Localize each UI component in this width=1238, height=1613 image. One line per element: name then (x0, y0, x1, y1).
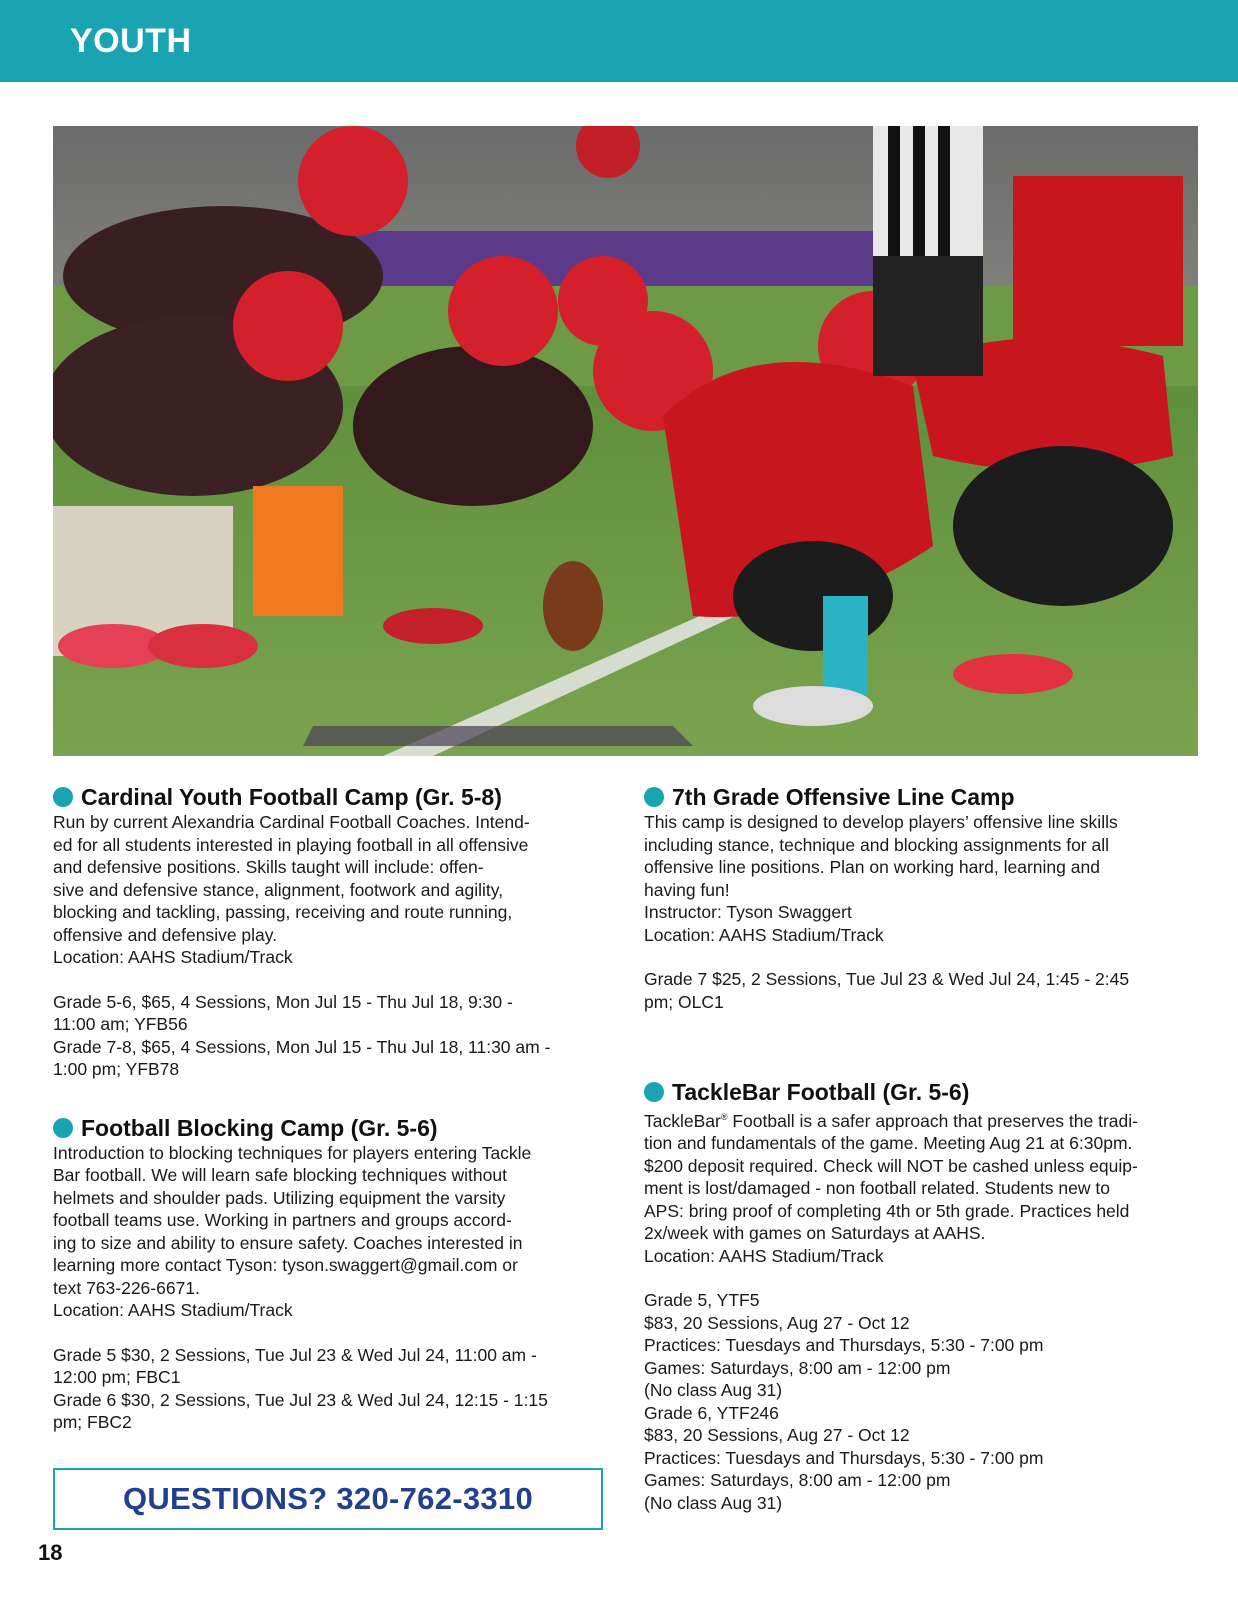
tacklebar-sessions: Grade 5, YTF5 $83, 20 Sessions, Aug 27 - Oct 12 Practices: Tuesdays and Thursdays, 5:30 - 7:00 pm Games: Saturdays, 8:00 am - 12:00 pm (No class Aug 31) Grade 6, YTF246 $83, 20 Sessions, Aug 27 - Oct 12 Practices: Tuesdays and Thursdays, 5:30 - 7:00 pm Games: Saturdays, 8:00 am - 12:00 pm (No class Aug 31) (644, 1290, 1044, 1513)
blocking-camp-description: Introduction to blocking techniques for players entering Tackle Bar football. We will learn safe blocking techniques without helmets and shoulder pads. Utilizing equipment the varsity football teams use. Working in partners and groups accord- ing to size and ability to ensure safety. Coaches interested in learning more contact Tyson: tyson.swaggert@gmail.com or text 763-226-6671. Location: AAHS Stadium/Track (53, 1142, 532, 1320)
bullet-icon (53, 787, 73, 807)
cardinal-camp-section (53, 783, 613, 1081)
page-number: 18 (38, 1540, 63, 1565)
cardinal-camp-title: Cardinal Youth Football Camp (Gr. 5-8) (81, 784, 502, 810)
blocking-camp-heading (53, 1114, 613, 1142)
left-column (53, 783, 613, 1434)
tacklebar-title: TackleBar Football (Gr. 5-6) (672, 1079, 970, 1105)
header-bar (0, 0, 1238, 82)
cardinal-camp-description: Run by current Alexandria Cardinal Football Coaches. Intend- ed for all students interested in playing football in all offensive and defensive positions. Skills taught will include: offen- sive and defensive stance, alignment, footwork and agility, blocking and tackling, passing, receiving and route running, offensive and defensive play. Location: AAHS Stadium/Track (53, 812, 530, 967)
blocking-camp-section (53, 1114, 613, 1434)
oline-camp-section (644, 783, 1204, 1013)
page-title: YOUTH (70, 22, 192, 60)
bullet-icon (53, 1118, 73, 1138)
tacklebar-description (644, 1106, 1204, 1267)
questions-phone: QUESTIONS? 320-762-3310 (122, 1481, 534, 1516)
bullet-icon (644, 1082, 664, 1102)
tacklebar-body-text: Football is a safer approach that preserves the tradi- tion and fundamentals of the game. Meeting Aug 21 at 6:30pm. $200 deposit required. Check will NOT be cashed unless equip- ment is lost/damaged - non football related. Students new to APS: bring proof of completing 4th or 5th grade. Practices held 2x/week with games on Saturdays at AAHS. Location: AAHS Stadium/Track (644, 1110, 1138, 1266)
oline-camp-heading (644, 783, 1204, 811)
oline-camp-sessions: Grade 7 $25, 2 Sessions, Tue Jul 23 & Wed Jul 24, 1:45 - 2:45 pm; OLC1 (644, 969, 1130, 1012)
football-photo-illustration (53, 126, 1198, 756)
football-photo (53, 126, 1198, 756)
bullet-icon (644, 787, 664, 807)
oline-camp-title: 7th Grade Offensive Line Camp (672, 784, 1015, 810)
registered-mark: ® (720, 1112, 728, 1122)
questions-box (53, 1468, 603, 1530)
tacklebar-section (644, 1078, 1204, 1514)
cardinal-camp-heading (53, 783, 613, 811)
cardinal-camp-sessions: Grade 5-6, $65, 4 Sessions, Mon Jul 15 - Thu Jul 18, 9:30 - 11:00 am; YFB56 Grade 7-8, $65, 4 Sessions, Mon Jul 15 - Thu Jul 18, 11:30 am - 1:00 pm; YFB78 (53, 991, 551, 1079)
oline-camp-description: This camp is designed to develop players’ offensive line skills including stance, technique and blocking assignments for all offensive line positions. Plan on working hard, learning and having fun! Instructor: Tyson Swaggert Location: AAHS Stadium/Track (644, 812, 1118, 945)
blocking-camp-sessions: Grade 5 $30, 2 Sessions, Tue Jul 23 & Wed Jul 24, 11:00 am - 12:00 pm; FBC1 Grade 6 $30, 2 Sessions, Tue Jul 23 & Wed Jul 24, 12:15 - 1:15 pm; FBC2 (53, 1344, 548, 1432)
blocking-camp-title: Football Blocking Camp (Gr. 5-6) (81, 1114, 438, 1141)
tacklebar-brand: TackleBar (644, 1110, 721, 1131)
right-column (644, 783, 1204, 1514)
tacklebar-heading (644, 1078, 1204, 1106)
